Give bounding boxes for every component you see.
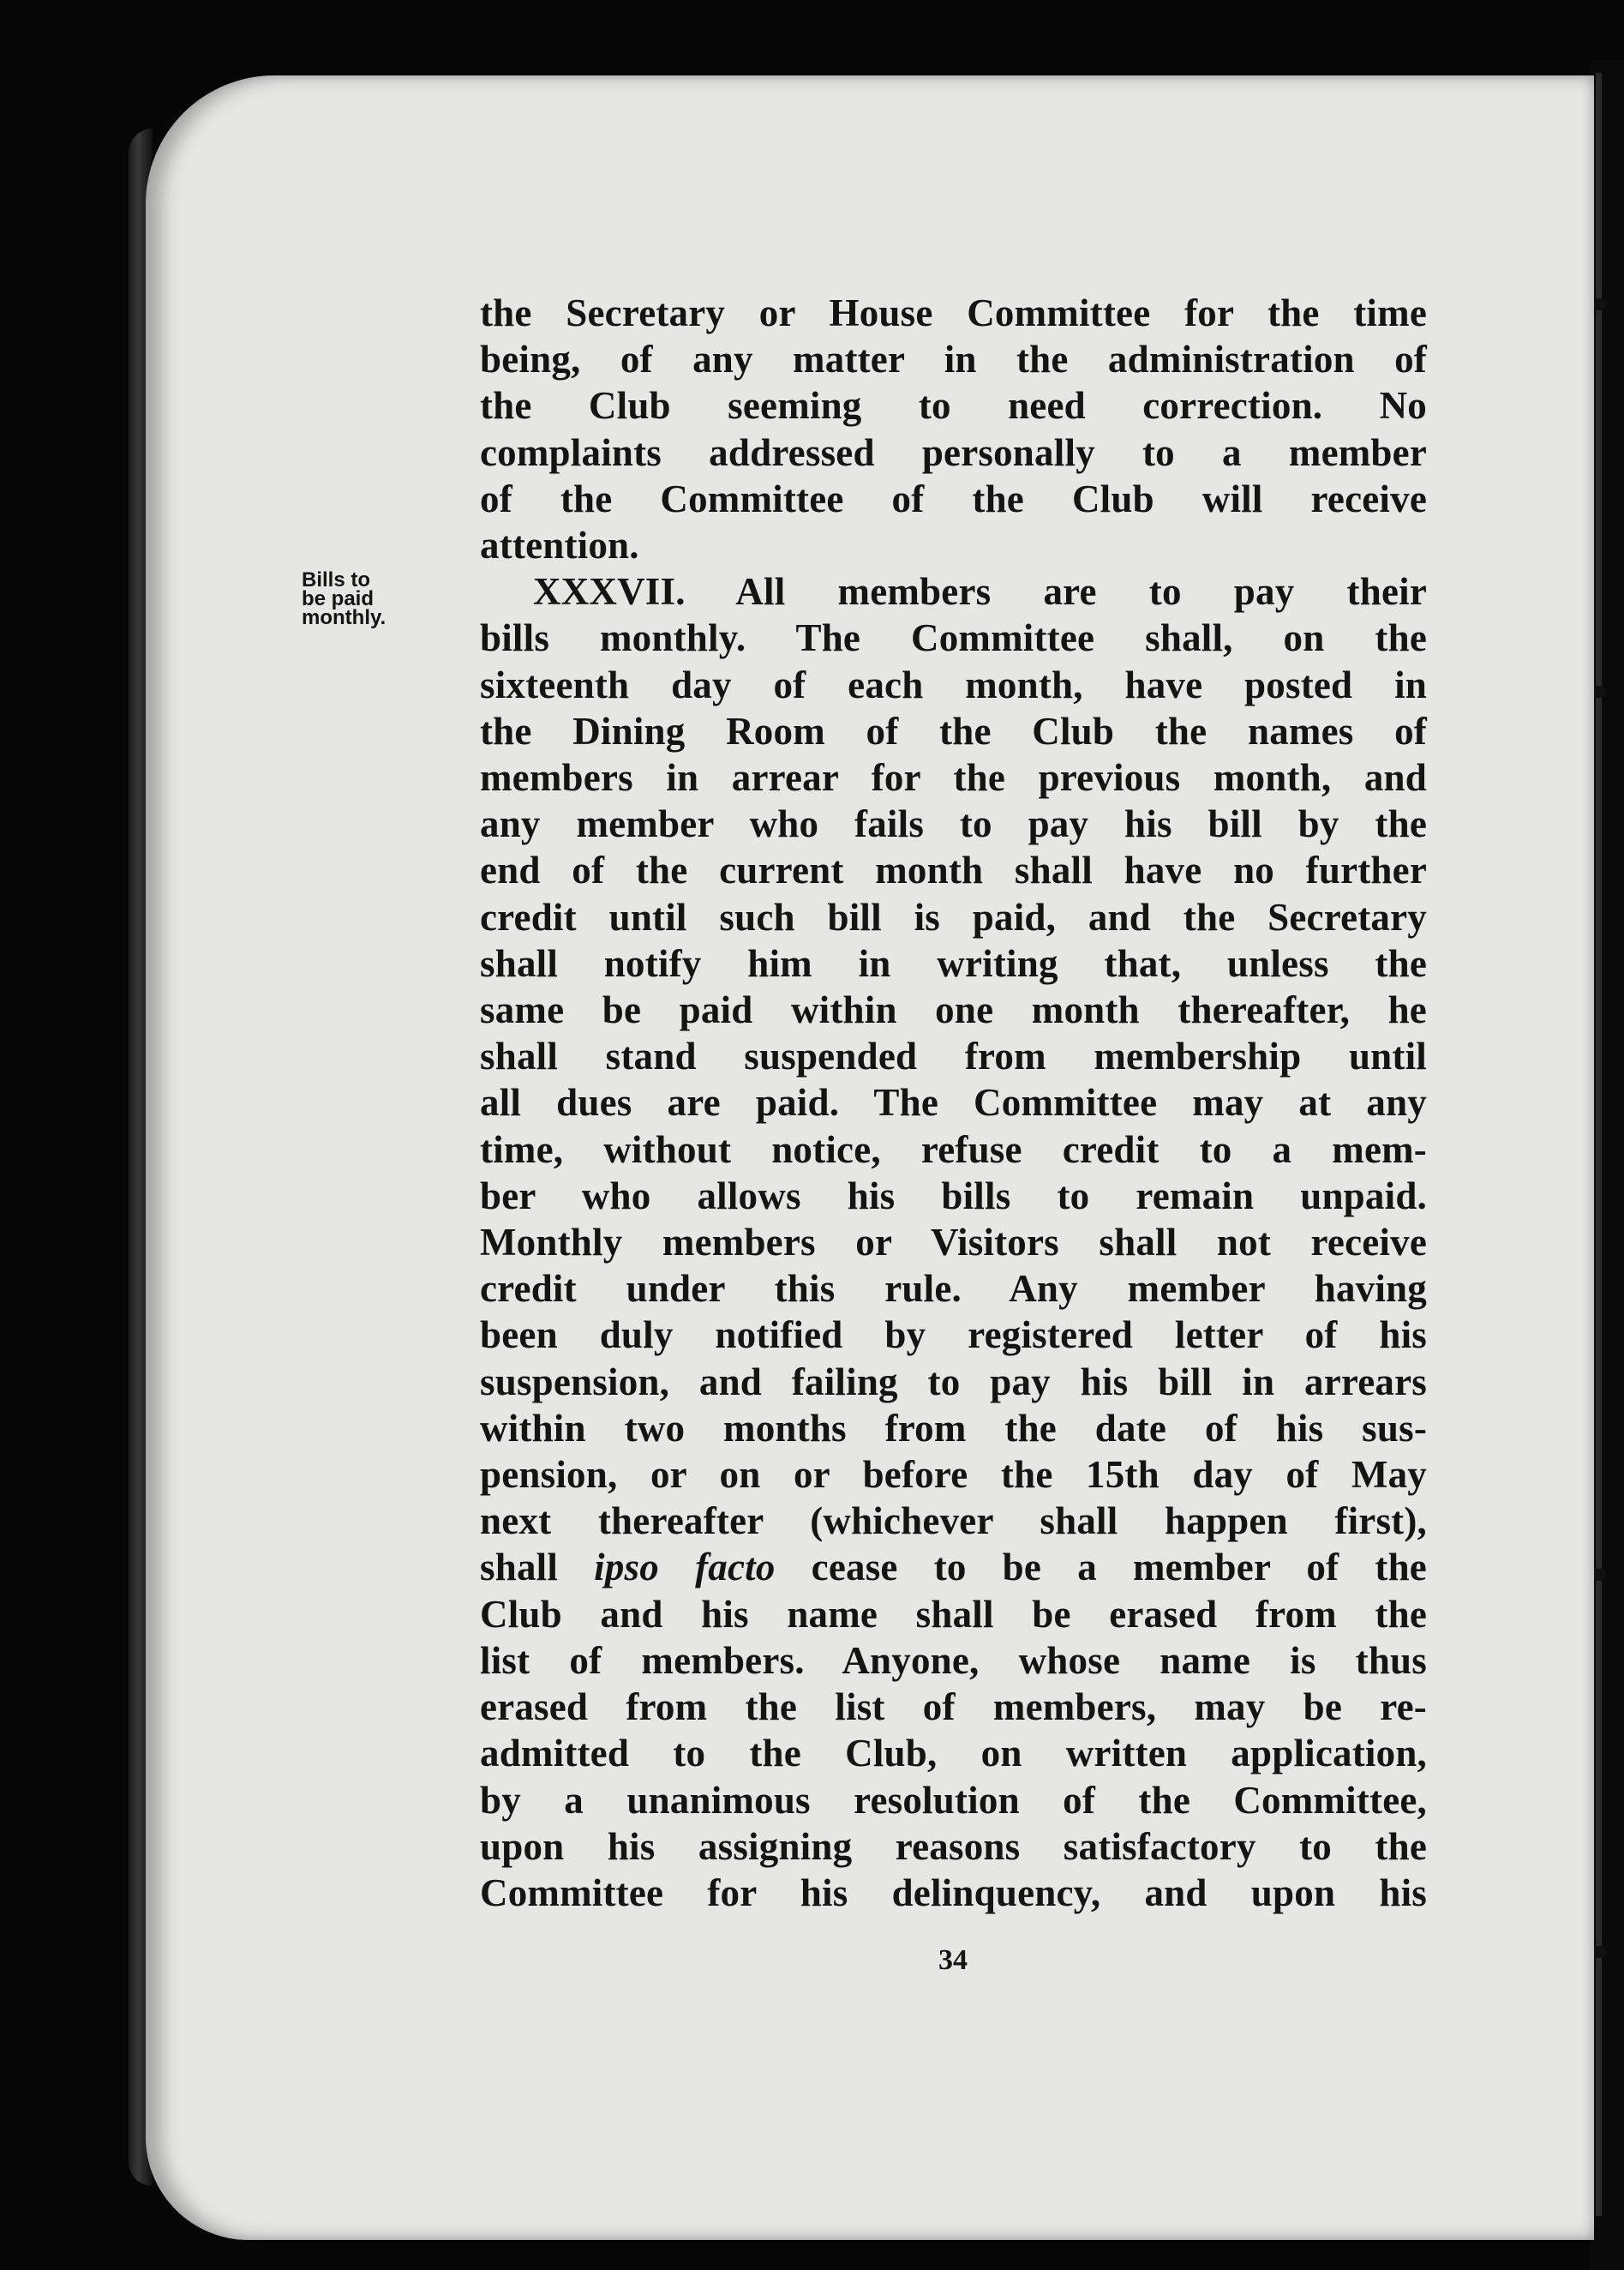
text-line: XXXVII. All members are to pay their [533,570,1427,614]
text-line: pension, or on or before the 15th day of May [480,1453,1427,1497]
text-line: by a unanimous resolution of the Committee, [480,1778,1427,1822]
text-line: complaints addressed personally to a member [480,430,1427,474]
text-line: members in arrear for the previous month, and [480,756,1427,800]
text-line-mixed [480,1544,1427,1590]
text-line: of the Committee of the Club will receive [480,477,1427,520]
text-line: being, of any matter in the administration of [480,338,1427,381]
text-line: erased from the list of members, may be re- [480,1685,1427,1729]
text-segment: shall [480,1546,559,1589]
binding-line [1596,73,1602,2216]
text-line: shall stand suspended from membership until [480,1035,1427,1078]
text-line: the Dining Room of the Club the names of [480,709,1427,753]
margin-note-line: Bills to [302,568,371,592]
text-line: all dues are paid. The Committee may at any [480,1081,1427,1125]
text-line: bills monthly. The Committee shall, on the [480,616,1427,660]
margin-note-line: monthly. [302,606,387,629]
text-line: same be paid within one month thereafter, he [480,988,1427,1032]
text-line: within two months from the date of his sus- [480,1406,1427,1450]
text-line: time, without notice, refuse credit to a mem- [480,1127,1427,1171]
binding [1590,60,1624,2270]
text-segment: cease to be a member of the [811,1546,1427,1589]
text-line: suspension, and failing to pay his bill in arrears [480,1360,1427,1403]
text-line: next thereafter (whichever shall happen first), [480,1499,1427,1543]
text-line: end of the current month shall have no further [480,849,1427,892]
margin-note-line: be paid [302,587,375,610]
text-line: been duly notified by registered letter of his [480,1313,1427,1357]
text-line: the Club seeming to need correction. No [480,384,1427,428]
text-line: the Secretary or House Committee for the time [480,291,1427,334]
text-line: attention. [480,524,639,568]
page-number: 34 [938,1944,968,1976]
margin-note [302,568,387,629]
body-text [480,290,1427,1916]
text-line: sixteenth day of each month, have posted in [480,663,1427,706]
text-line: Monthly members or Visitors shall not receive [480,1221,1427,1264]
text-line: Club and his name shall be erased from the [480,1592,1427,1636]
text-line: ber who allows his bills to remain unpaid. [480,1174,1427,1217]
text-line: Committee for his delinquency, and upon his [480,1871,1427,1914]
text-line: admitted to the Club, on written application, [480,1732,1427,1775]
text-line: list of members. Anyone, whose name is thus [480,1638,1427,1682]
text-line: any member who fails to pay his bill by the [480,802,1427,846]
italic-phrase: ipso facto [594,1546,776,1589]
text-line: credit until such bill is paid, and the Secretary [480,895,1427,939]
text-line: credit under this rule. Any member having [480,1267,1427,1311]
text-line: shall notify him in writing that, unless the [480,941,1427,985]
text-line: upon his assigning reasons satisfactory to the [480,1824,1427,1868]
